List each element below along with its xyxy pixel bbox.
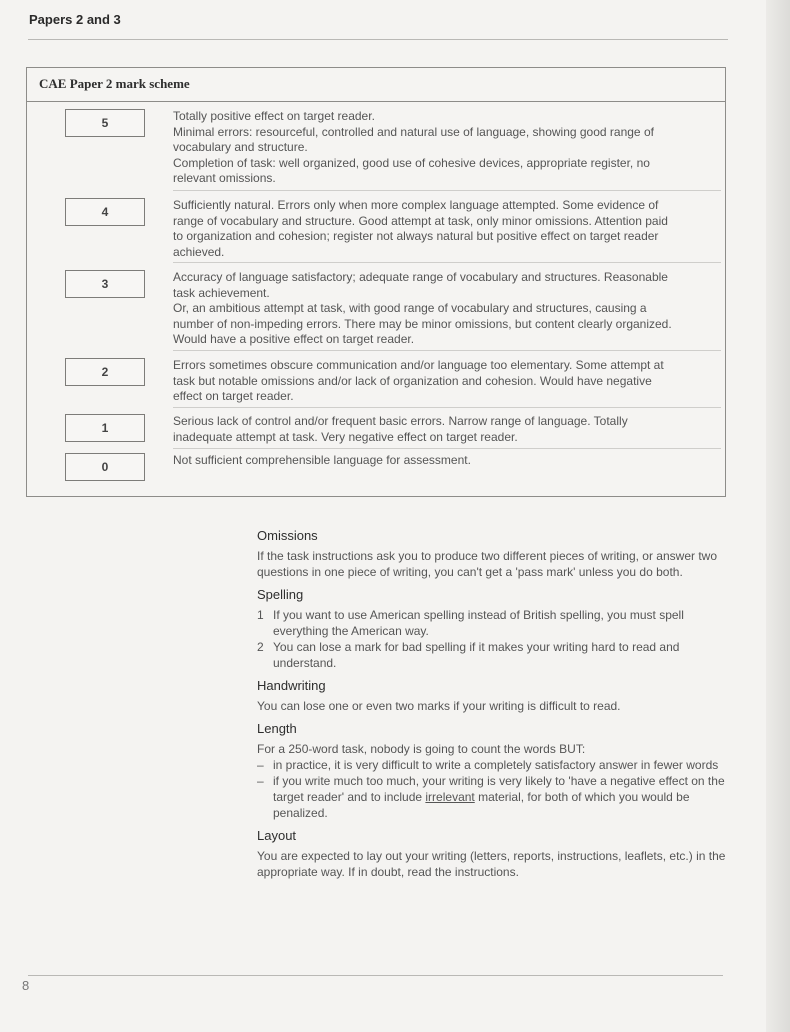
dash-bullet: – bbox=[257, 758, 264, 772]
band-divider bbox=[173, 350, 721, 351]
omissions-heading: Omissions bbox=[257, 528, 318, 543]
underlined-word: irrelevant bbox=[425, 790, 475, 804]
length-intro: For a 250-word task, nobody is going to count the words BUT: bbox=[257, 742, 586, 756]
handwriting-heading: Handwriting bbox=[257, 678, 326, 693]
header-rule bbox=[28, 39, 728, 40]
list-item-text: in practice, it is very difficult to write a completely satisfactory answer in fewer words bbox=[273, 758, 719, 772]
dash-bullet: – bbox=[257, 774, 264, 788]
page-edge-shadow bbox=[766, 0, 790, 1032]
band-score-box: 1 bbox=[65, 414, 145, 442]
page-number: 8 bbox=[22, 978, 30, 993]
list-item-text-part: if you write much too much, your writing is very likely to 'have a negative effect on the target reader' and to include bbox=[273, 774, 725, 804]
band-line: Minimal errors: resourceful, controlled and natural use of language, showing good range of vocabulary and structure. bbox=[173, 124, 654, 155]
omissions-text: If the task instructions ask you to produce two different pieces of writing, or answer two questions in one piece of writing, you can't get a 'pass mark' unless you do both. bbox=[257, 549, 718, 579]
band-description bbox=[173, 270, 673, 348]
list-item-text: If you want to use American spelling instead of British spelling, you must spell everything the American way. bbox=[273, 608, 684, 638]
band-line: Serious lack of control and/or frequent basic errors. Narrow range of language. Totally inadequate attempt at task. Very negative effect on target reader. bbox=[173, 414, 628, 444]
band-line: Not sufficient comprehensible language for assessment. bbox=[173, 453, 471, 467]
mark-scheme-box bbox=[26, 67, 726, 497]
band-line: Errors sometimes obscure communication and/or language too elementary. Some attempt at task but notable omissions and/or lack of organization and cohesion. Would have negative effect on target reader. bbox=[173, 358, 664, 404]
length-heading: Length bbox=[257, 721, 297, 736]
band-description bbox=[173, 358, 673, 405]
band-score-box: 3 bbox=[65, 270, 145, 298]
band-line: Totally positive effect on target reader. bbox=[173, 109, 375, 123]
band-description bbox=[173, 453, 673, 469]
list-item bbox=[257, 757, 732, 773]
layout-text: You are expected to lay out your writing (letters, reports, instructions, leaflets, etc.) in the appropriate way. If in doubt, read the instructions. bbox=[257, 849, 726, 879]
list-item bbox=[257, 607, 732, 639]
spelling-heading: Spelling bbox=[257, 587, 304, 602]
spelling-list bbox=[257, 607, 732, 671]
length-list bbox=[257, 757, 732, 821]
footer-rule bbox=[28, 975, 723, 976]
list-item bbox=[257, 773, 732, 821]
band-score-box: 2 bbox=[65, 358, 145, 386]
exam-notes bbox=[257, 528, 732, 887]
list-item-text: You can lose a mark for bad spelling if it makes your writing hard to read and understand. bbox=[273, 640, 680, 670]
band-divider bbox=[173, 190, 721, 191]
band-line: Sufficiently natural. Errors only when more complex language attempted. Some evidence of range of vocabulary and structure. Good attempt at task, only minor omissions. Attention paid to organization and cohesion; register not always natural but positive effect on target reader achieved. bbox=[173, 198, 668, 259]
band-score-box: 4 bbox=[65, 198, 145, 226]
running-header: Papers 2 and 3 bbox=[29, 12, 121, 27]
list-number: 1 bbox=[257, 608, 264, 622]
list-item-text-part: material, for both of which you would be penalized. bbox=[273, 790, 690, 820]
band-divider bbox=[173, 407, 721, 408]
list-item bbox=[257, 639, 732, 671]
band-line: Or, an ambitious attempt at task, with good range of vocabulary and structures, causing a number of non-impeding errors. There may be minor omissions, but content clearly organized. Would have a positive effect on target reader. bbox=[173, 301, 672, 347]
band-line: Completion of task: well organized, good use of cohesive devices, appropriate register, no relevant omissions. bbox=[173, 155, 650, 186]
list-number: 2 bbox=[257, 640, 264, 654]
band-score-box: 0 bbox=[65, 453, 145, 481]
band-divider bbox=[173, 262, 721, 263]
mark-scheme-title: CAE Paper 2 mark scheme bbox=[27, 68, 725, 102]
layout-heading: Layout bbox=[257, 828, 297, 843]
band-description bbox=[173, 198, 673, 260]
band-description bbox=[173, 109, 673, 187]
band-description bbox=[173, 414, 673, 445]
handwriting-text: You can lose one or even two marks if your writing is difficult to read. bbox=[257, 699, 621, 713]
band-line: Accuracy of language satisfactory; adequate range of vocabulary and structures. Reasonable task achievement. bbox=[173, 270, 668, 300]
band-divider bbox=[173, 448, 721, 449]
band-score-box: 5 bbox=[65, 109, 145, 137]
